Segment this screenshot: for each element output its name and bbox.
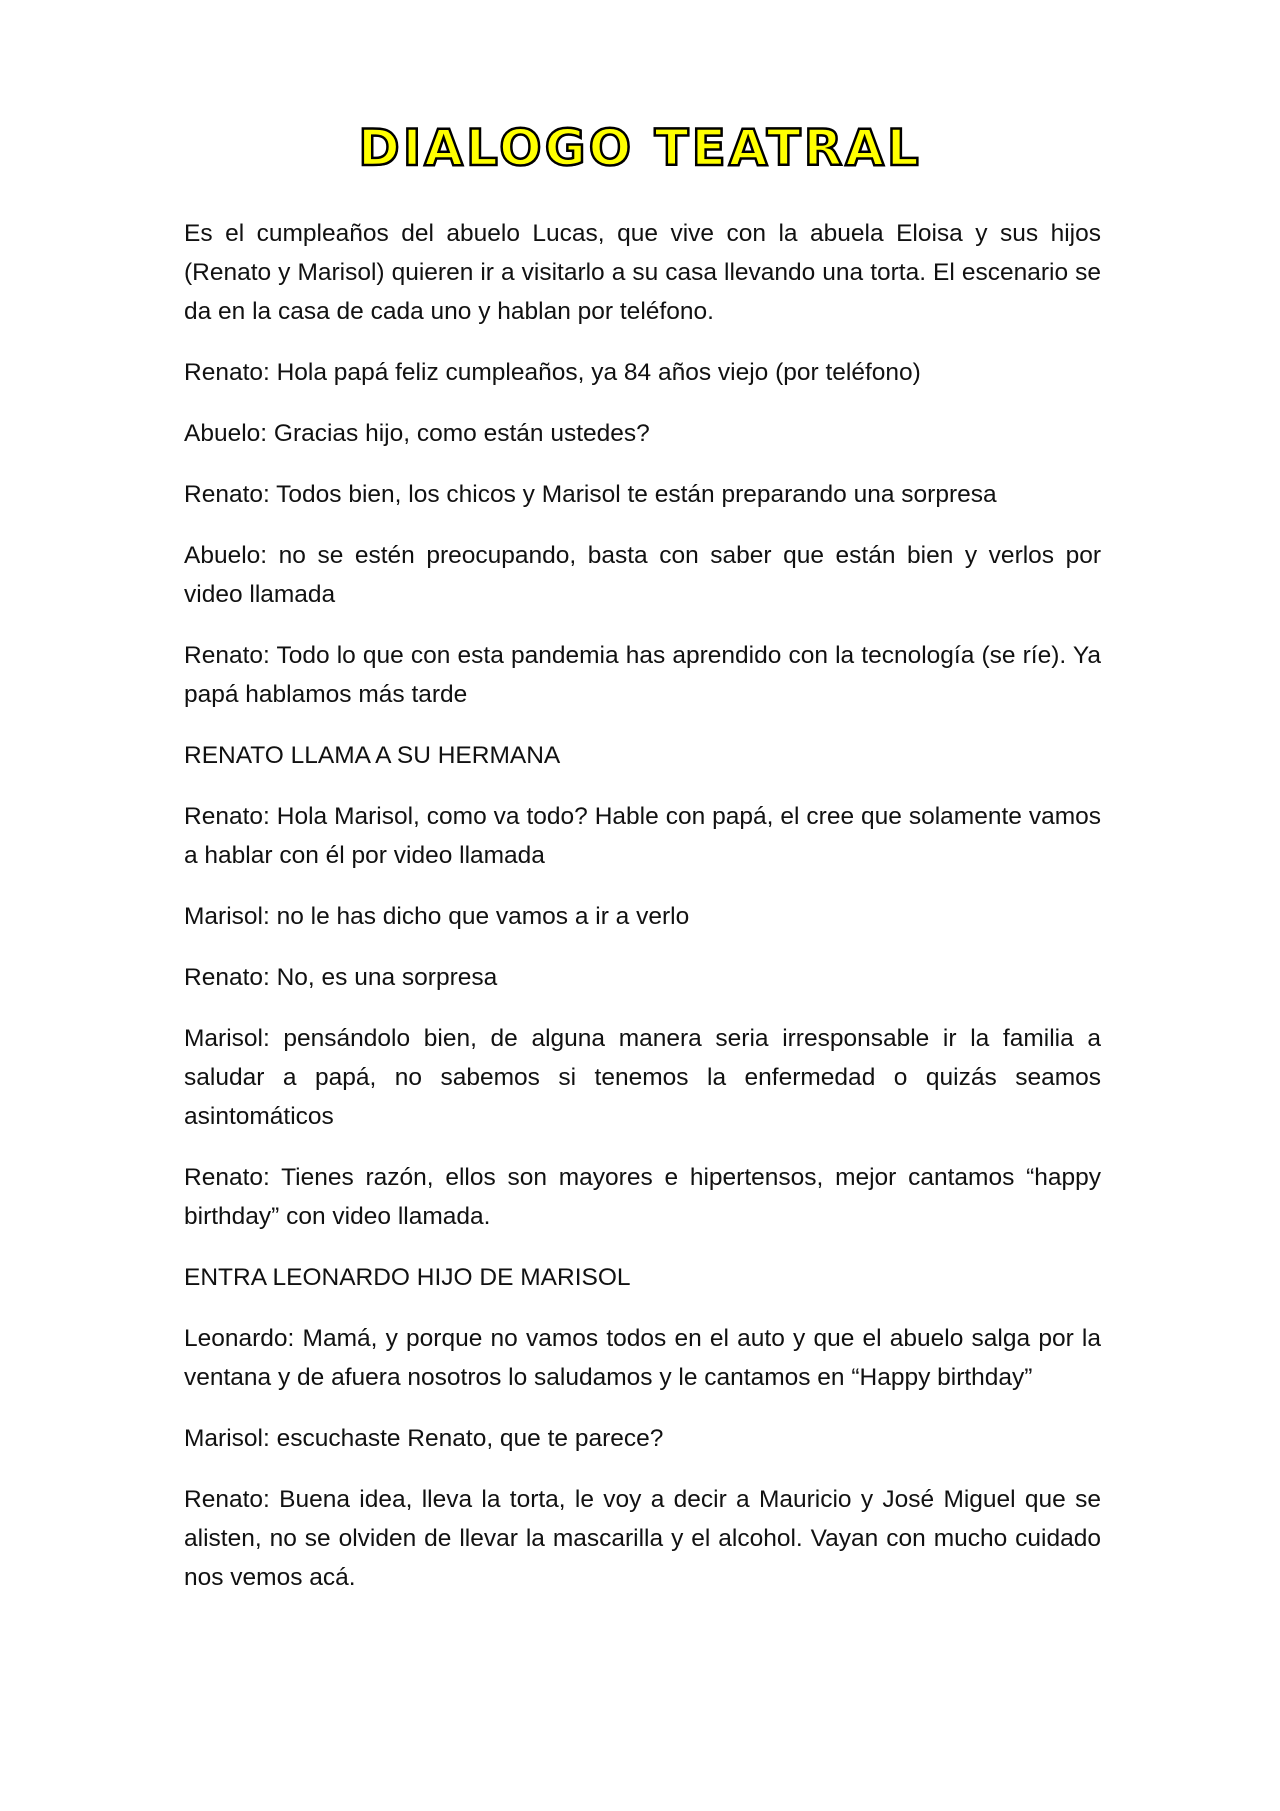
dialogue-line: Abuelo: Gracias hijo, como están ustedes? bbox=[184, 420, 650, 447]
document-body bbox=[184, 214, 1101, 1619]
dialogue-line: Renato: Todos bien, los chicos y Marisol te están preparando una sorpresa bbox=[184, 481, 997, 508]
dialogue-line: Marisol: pensándolo bien, de alguna manera seria irresponsable ir la familia a saludar a papá, no sabemos si tenemos la enfermedad o quizás seamos asintomáticos bbox=[184, 1025, 1101, 1130]
dialogue-line: Renato: Hola papá feliz cumpleaños, ya 84 años viejo (por teléfono) bbox=[184, 359, 921, 386]
dialogue-line: Abuelo: no se estén preocupando, basta con saber que están bien y verlos por video llamada bbox=[184, 542, 1101, 608]
dialogue-line: Renato: Todo lo que con esta pandemia has aprendido con la tecnología (se ríe). Ya papá hablamos más tarde bbox=[184, 642, 1101, 708]
dialogue-line: Leonardo: Mamá, y porque no vamos todos en el auto y que el abuelo salga por la ventana y de afuera nosotros lo saludamos y le cantamos en “Happy birthday” bbox=[184, 1325, 1101, 1391]
page-title: DIALOGO TEATRAL bbox=[358, 119, 922, 177]
stage-direction: RENATO LLAMA A SU HERMANA bbox=[184, 742, 561, 769]
dialogue-line: Renato: No, es una sorpresa bbox=[184, 964, 498, 991]
dialogue-line: Renato: Tienes razón, ellos son mayores e hipertensos, mejor cantamos “happy birthday” con video llamada. bbox=[184, 1164, 1101, 1230]
dialogue-line: Renato: Hola Marisol, como va todo? Hable con papá, el cree que solamente vamos a hablar con él por video llamada bbox=[184, 803, 1101, 869]
intro-paragraph: Es el cumpleaños del abuelo Lucas, que vive con la abuela Eloisa y sus hijos (Renato y Marisol) quieren ir a visitarlo a su casa llevando una torta. El escenario se da en la casa de cada uno y hablan por teléfono. bbox=[184, 220, 1101, 325]
dialogue-line: Renato: Buena idea, lleva la torta, le voy a decir a Mauricio y José Miguel que se alisten, no se olviden de llevar la mascarilla y el alcohol. Vayan con mucho cuidado nos vemos acá. bbox=[184, 1486, 1101, 1591]
dialogue-line: Marisol: escuchaste Renato, que te parece? bbox=[184, 1425, 664, 1452]
stage-direction: ENTRA LEONARDO HIJO DE MARISOL bbox=[184, 1264, 631, 1291]
dialogue-line: Marisol: no le has dicho que vamos a ir a verlo bbox=[184, 903, 690, 930]
